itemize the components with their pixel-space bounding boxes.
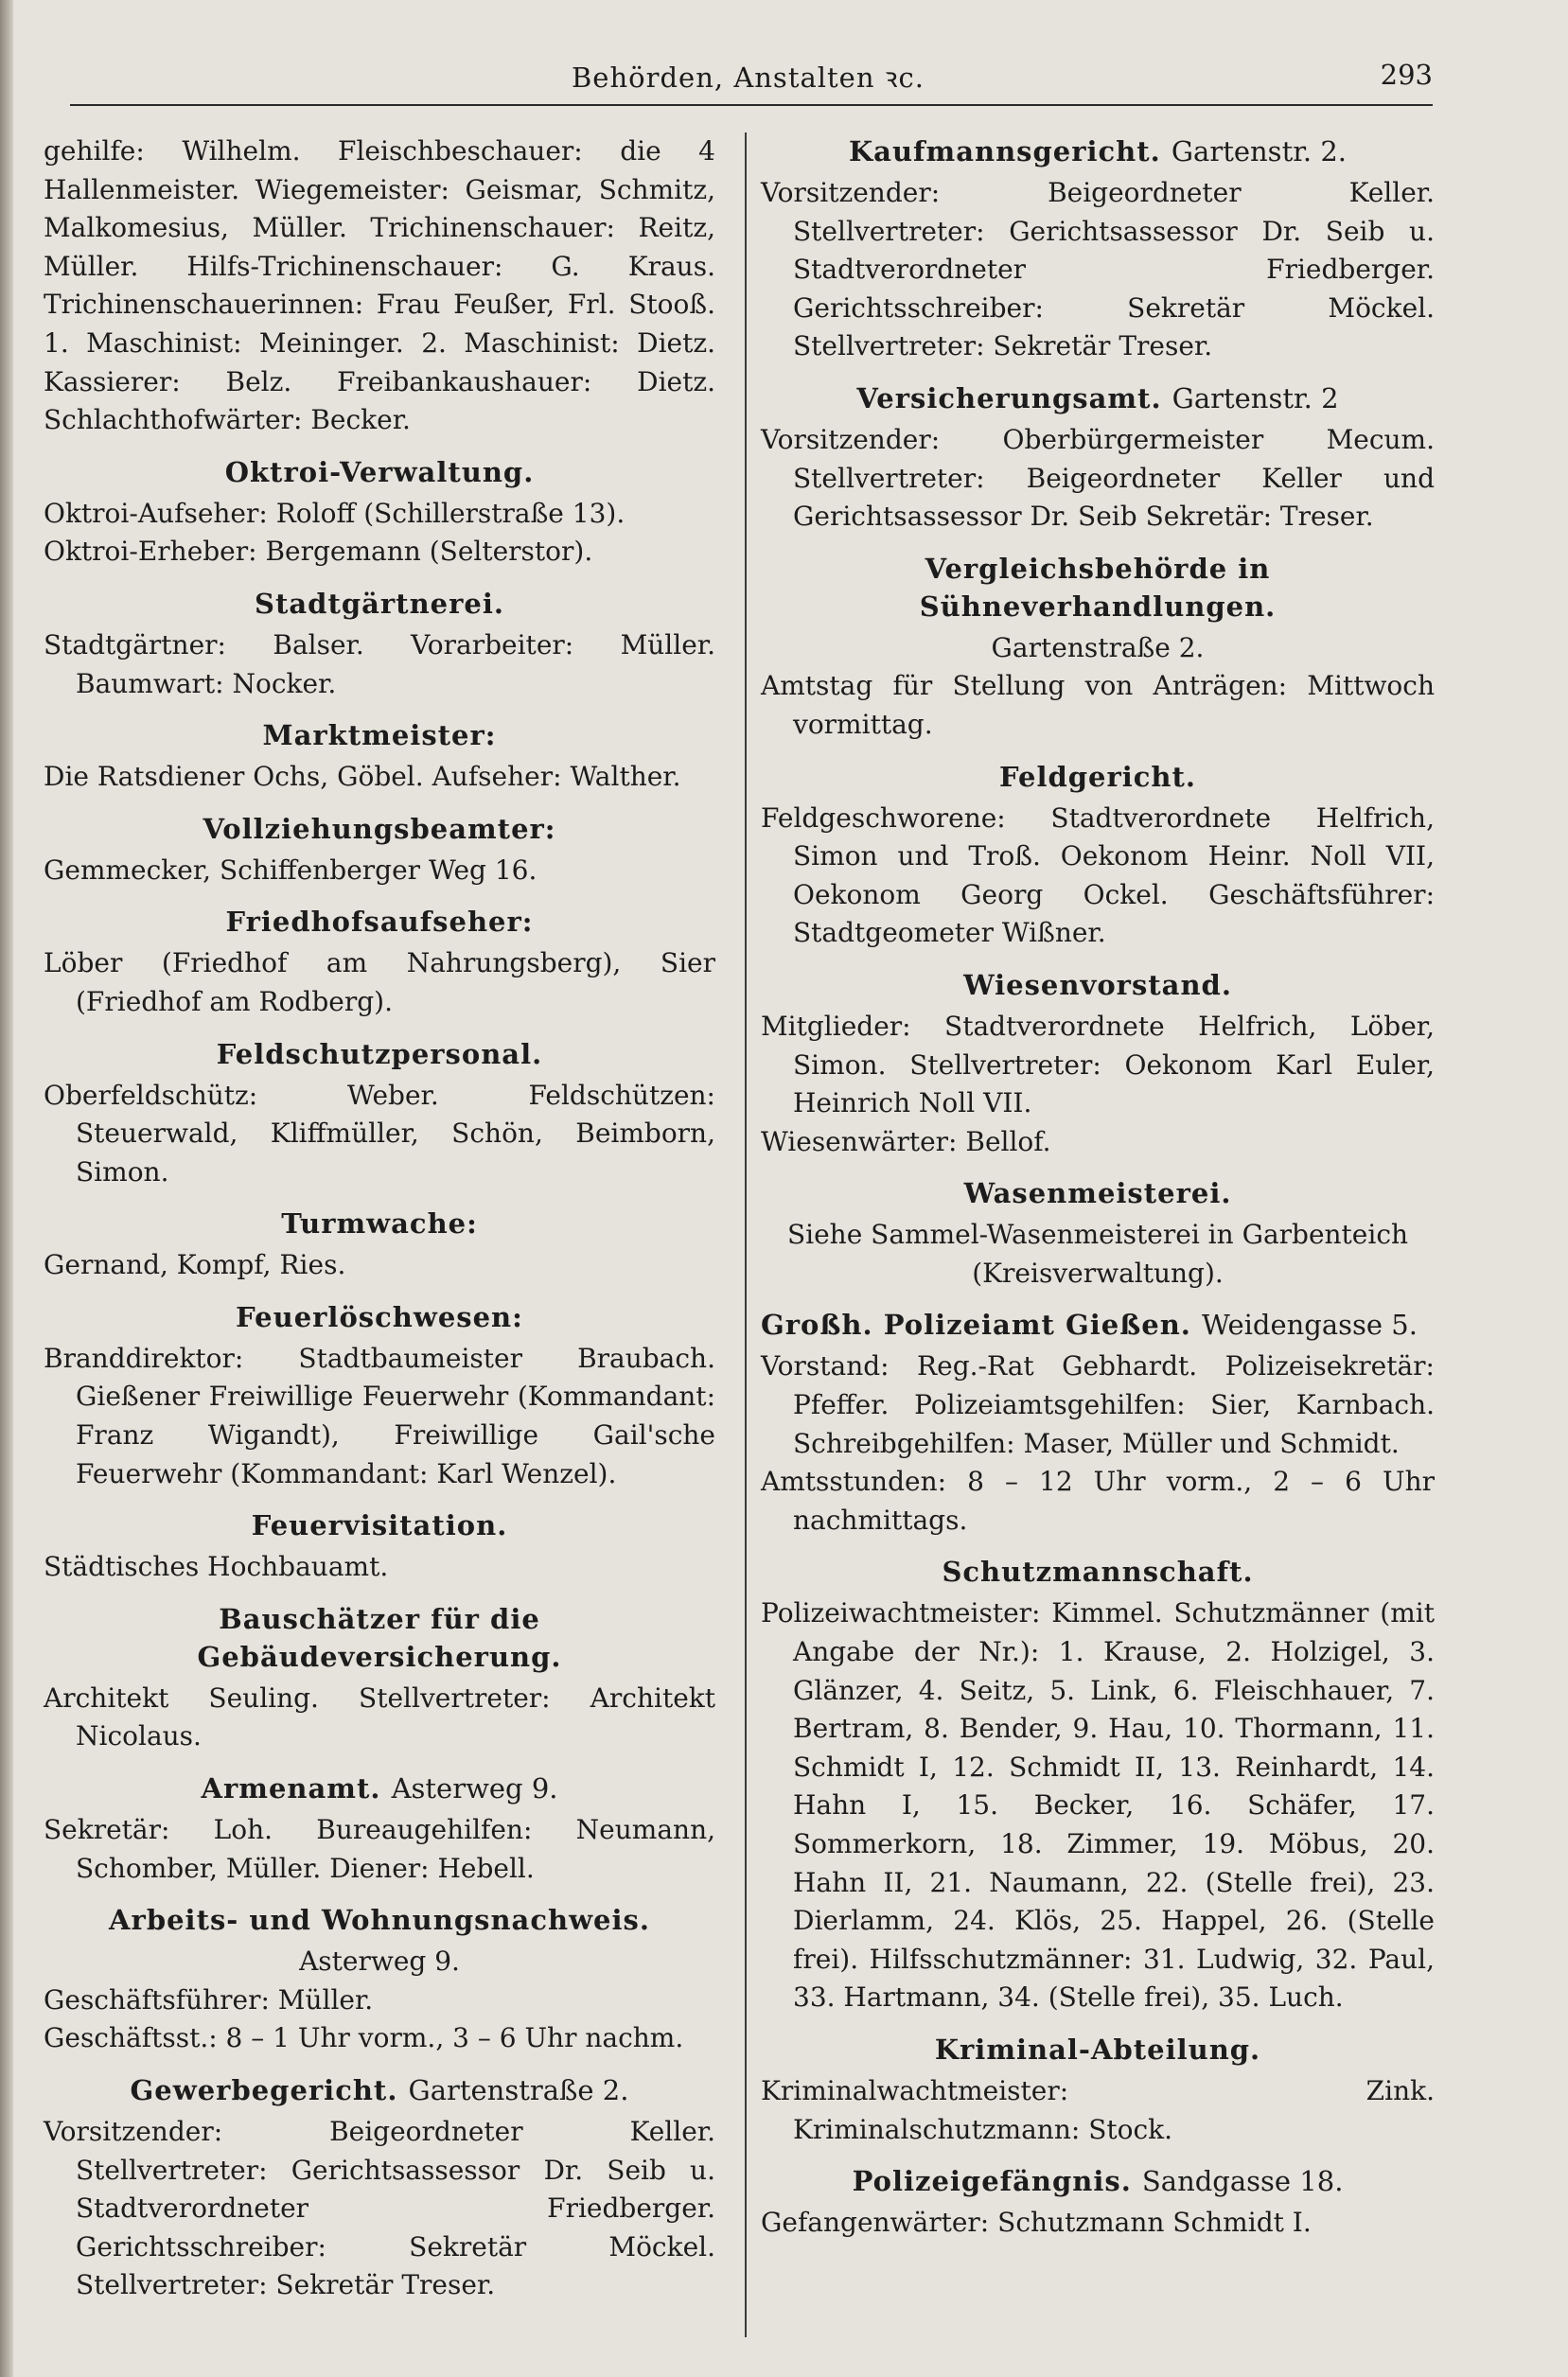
section-title: Kaufmannsgericht.: [848, 135, 1161, 167]
entry-text: Vorstand: Reg.-Rat Gebhardt. Polizeisekretär: Pfeffer. Polizeiamtsgehilfen: Sier, Karnbach. Schreibgehilfen: Maser, Müller und Schmidt.: [761, 1350, 1435, 1459]
entry-text: Oktroi-Erheber: Bergemann (Selterstor).: [44, 536, 593, 568]
section-heading: Arbeits- und Wohnungsnachweis.: [109, 1904, 650, 1937]
section-address: Gartenstraße 2.: [991, 631, 1205, 663]
entry-text: Geschäftsführer: Müller.: [44, 1983, 374, 2016]
section-address: Gartenstr. 2.: [1171, 135, 1348, 167]
entry-text: Vorsitzender: Beigeordneter Keller. Stellvertreter: Gerichtsassessor Dr. Seib u. Stadtverordneter Friedberger. Gerichtsschreiber: Sekretär Möckel. Stellvertreter: Sekretär Treser.: [44, 2116, 715, 2301]
section-heading: [761, 379, 1435, 417]
entry-text: Architekt Seuling. Stellvertreter: Architekt Nicolaus.: [44, 1682, 715, 1752]
section-heading: Feuervisitation.: [251, 1509, 508, 1542]
entry-text: Sekretär: Loh. Bureaugehilfen: Neumann, Schomber, Müller. Diener: Hebell.: [44, 1814, 715, 1884]
section-address: Gartenstraße 2.: [408, 2074, 629, 2106]
entry-text: Wiesenwärter: Bellof.: [761, 1125, 1051, 1157]
entry-text: Gefangenwärter: Schutzmann Schmidt I.: [761, 2207, 1312, 2239]
entry-text: Feldgeschworene: Stadtverordnete Helfrich, Simon und Troß. Oekonom Heinr. Noll VII, Oekonom Georg Ockel. Geschäftsführer: Stadtgeometer Wißner.: [761, 801, 1435, 949]
section-heading: Wiesenvorstand.: [963, 968, 1232, 1001]
section-heading: Friedhofsaufseher:: [225, 906, 534, 939]
entry-text: Geschäftsst.: 8 – 1 Uhr vorm., 3 – 6 Uhr nachm.: [44, 2022, 684, 2054]
entry-text: Vorsitzender: Oberbürgermeister Mecum. Stellvertreter: Beigeordneter Keller und Gerichtsassessor Dr. Seib Sekretär: Treser.: [761, 423, 1435, 533]
header-rule: [70, 104, 1433, 106]
page-header: [70, 59, 1433, 110]
section-heading: Kriminal-Abteilung.: [934, 2033, 1261, 2066]
section-heading: Feldgericht.: [998, 760, 1196, 793]
entry-text: Stadtgärtner: Balser. Vorarbeiter: Müller. Baumwart: Nocker.: [44, 628, 715, 699]
entry-text: Oberfeldschütz: Weber. Feldschützen: Steuerwald, Kliffmüller, Schön, Beimborn, Simon.: [44, 1079, 715, 1188]
entry-text: Gemmecker, Schiffenberger Weg 16.: [44, 854, 537, 886]
section-title: Versicherungsamt.: [856, 381, 1162, 414]
section-heading: Schutzmannschaft.: [942, 1556, 1254, 1589]
section-heading: Vollziehungsbeamter:: [203, 812, 556, 845]
entry-text: Die Ratsdiener Ochs, Göbel. Aufseher: Walther.: [44, 761, 681, 793]
running-head: Behörden, Anstalten ꝛc.: [572, 62, 925, 94]
entry-text: Löber (Friedhof am Nahrungsberg), Sier (Friedhof am Rodberg).: [44, 947, 715, 1017]
entry-text: Branddirektor: Stadtbaumeister Braubach. Gießener Freiwillige Feuerwehr (Kommandant: Franz Wigandt), Freiwillige Gail'sche Feuerwehr (Kommandant: Karl Wenzel).: [44, 1342, 715, 1489]
section-heading: Vergleichsbehörde in Sühneverhandlungen.: [919, 552, 1277, 623]
section-address: Weidengasse 5.: [1202, 1309, 1418, 1342]
section-address: Sandgasse 18.: [1141, 2165, 1344, 2198]
section-title: Armenamt.: [201, 1772, 381, 1805]
section-heading: [761, 2162, 1435, 2200]
section-title: Polizeigefängnis.: [852, 2165, 1132, 2198]
page-number: 293: [1380, 59, 1433, 91]
entry-text: Kriminalwachtmeister: Zink. Kriminalschutzmann: Stock.: [761, 2074, 1435, 2145]
section-heading: Wasenmeisterei.: [963, 1177, 1232, 1210]
section-address: Asterweg 9.: [299, 1946, 460, 1978]
section-heading: Feuerlöschwesen:: [236, 1300, 523, 1333]
section-title: Gewerbegericht.: [130, 2074, 398, 2106]
section-heading: [761, 1306, 1435, 1344]
entry-text: Siehe Sammel-Wasenmeisterei in Garbenteich (Kreisverwaltung).: [786, 1219, 1409, 1289]
section-address: Asterweg 9.: [391, 1772, 558, 1805]
entry-text: Oktroi-Aufseher: Roloff (Schillerstraße 13).: [44, 497, 625, 529]
entry-text: Amtstag für Stellung von Anträgen: Mittwoch vormittag.: [761, 670, 1435, 740]
section-heading: Oktroi-Verwaltung.: [224, 455, 535, 488]
entry-text: Mitglieder: Stadtverordnete Helfrich, Löber, Simon. Stellvertreter: Oekonom Karl Euler, Heinrich Noll VII.: [761, 1010, 1435, 1119]
section-heading: [44, 2071, 715, 2109]
entry-text: Amtsstunden: 8 – 12 Uhr vorm., 2 – 6 Uhr nachmittags.: [761, 1466, 1435, 1536]
section-heading: Turmwache:: [281, 1207, 478, 1241]
section-address: Gartenstr. 2: [1172, 381, 1339, 414]
section-heading: [44, 1770, 715, 1807]
section-heading: [761, 132, 1435, 170]
section-heading: Bauschätzer für die Gebäudeversicherung.: [197, 1602, 562, 1673]
entry-text: gehilfe: Wilhelm. Fleischbeschauer: die 4 Hallenmeister. Wiegemeister: Geismar, Schmitz, Malkomesius, Müller. Trichinenschauer: Reitz, Müller. Hilfs-Trichinenschauer: G. Kraus. Trichinenschauerinnen: Frau Feußer, Frl. Stooß. 1. Maschinist: Meininger. 2. Maschinist: Dietz. Kassierer: Belz. Freibankaushauer: Dietz. Schlachthofwärter: Becker.: [44, 135, 715, 436]
book-page: [13, 0, 1568, 2377]
right-column: [761, 132, 1435, 2243]
entry-text: Städtisches Hochbauamt.: [44, 1551, 389, 1583]
section-heading: Stadtgärtnerei.: [255, 587, 504, 620]
section-title: Großh. Polizeiamt Gießen.: [761, 1309, 1191, 1342]
entry-text: Vorsitzender: Beigeordneter Keller. Stellvertreter: Gerichtsassessor Dr. Seib u. Stadtverordneter Friedberger. Gerichtsschreiber: Sekretär Möckel. Stellvertreter: Sekretär Treser.: [761, 177, 1435, 362]
entry-text: Gernand, Kompf, Ries.: [44, 1249, 346, 1281]
column-divider: [745, 132, 747, 2337]
section-heading: Marktmeister:: [262, 719, 497, 752]
book-binding-edge: [0, 0, 13, 2377]
entry-text: Polizeiwachtmeister: Kimmel. Schutzmänner (mit Angabe der Nr.): 1. Krause, 2. Holzigel, 3. Glänzer, 4. Seitz, 5. Link, 6. Fleischhauer, 7. Bertram, 8. Bender, 9. Hau, 10. Thormann, 11. Schmidt I, 12. Schmidt II, 13. Reinhardt, 14. Hahn I, 15. Becker, 16. Schäfer, 17. Sommerkorn, 18. Zimmer, 19. Möbus, 20. Hahn II, 21. Naumann, 22. (Stelle frei), 23. Dierlamm, 24. Klös, 25. Happel, 26. (Stelle frei). Hilfsschutzmänner: 31. Ludwig, 32. Paul, 33. Hartmann, 34. (Stelle frei), 35. Luch.: [761, 1597, 1435, 2014]
left-column: [44, 132, 715, 2305]
section-heading: Feldschutzpersonal.: [216, 1037, 543, 1070]
